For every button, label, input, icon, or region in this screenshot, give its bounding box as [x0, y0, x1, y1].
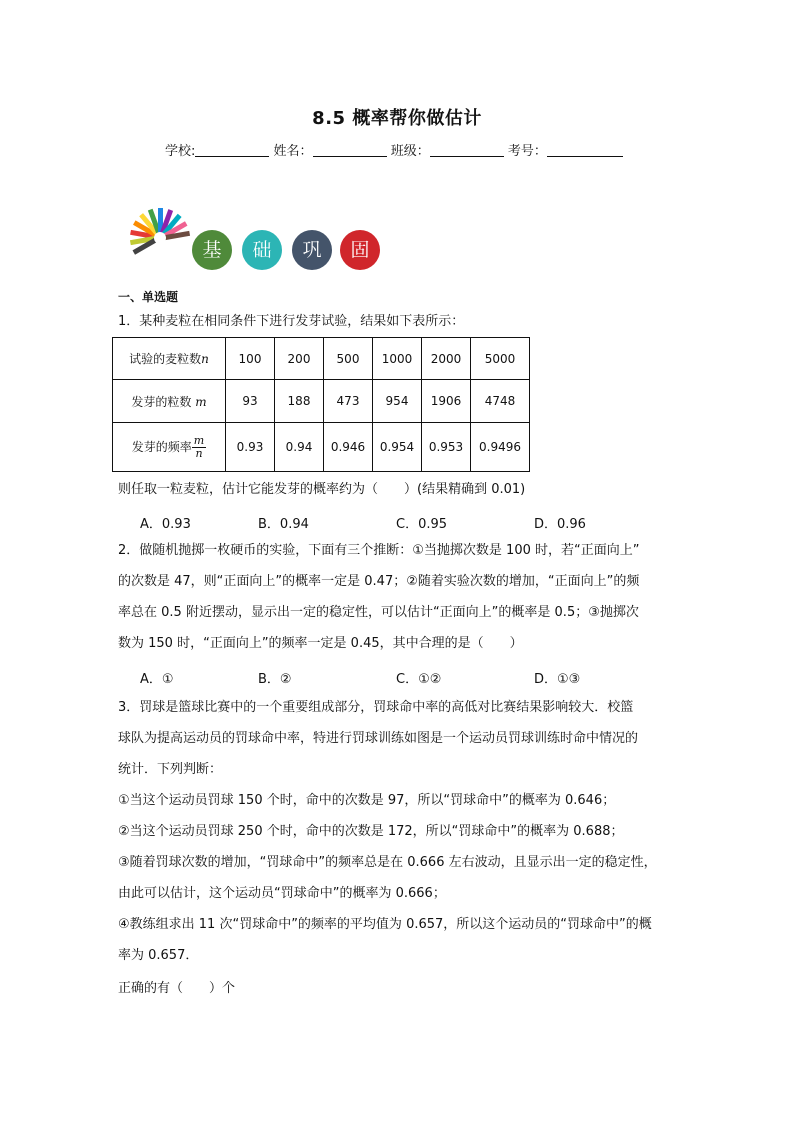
number-label: 考号： [507, 144, 547, 159]
student-info-line [165, 140, 635, 159]
q2-line: 的次数是 47，则“正面向上”的概率一定是 0.47；②随着实验次数的增加，“正面向上”的频 [118, 574, 640, 589]
number-blank[interactable] [547, 144, 623, 157]
q1-stem: 1．某种麦粒在相同条件下进行发芽试验，结果如下表所示： [118, 314, 465, 329]
class-blank[interactable] [430, 144, 504, 157]
table-cell: 473 [324, 380, 373, 423]
q2-line: 2．做随机抛掷一枚硬币的实验，下面有三个推断：①当抛掷次数是 100 时，若“正面向上” [118, 543, 640, 558]
table-row [113, 423, 530, 472]
row-header: 发芽的粒数 m [113, 380, 226, 423]
q3-line: 由此可以估计，这个运动员“罚球命中”的概率为 0.666； [118, 886, 446, 901]
section-heading: 一、单选题 [118, 290, 179, 304]
table-row [113, 338, 530, 380]
q3-line: ④教练组求出 11 次“罚球命中”的频率的平均值为 0.657，所以这个运动员的“罚球命中”的概 [118, 917, 652, 932]
fraction-m-over-n: $\frac{m}{n}$ [193, 433, 205, 460]
q2-line: 率总在 0.5 附近摆动，显示出一定的稳定性，可以估计“正面向上”的概率是 0.5；③抛掷次 [118, 605, 639, 620]
q1-option-c[interactable]: C．0.95 [396, 517, 448, 532]
section-banner [130, 206, 390, 276]
q1-question: 则任取一粒麦粒，估计它能发芽的概率约为（ ）(结果精确到 0.01) [118, 482, 526, 497]
table-cell: 200 [275, 338, 324, 380]
table-cell: 0.953 [422, 423, 471, 472]
table-cell: 0.93 [226, 423, 275, 472]
q3-line: 球队为提高运动员的罚球命中率，特进行罚球训练如图是一个运动员罚球训练时命中情况的 [118, 731, 639, 746]
page-title: 8.5 概率帮你做估计 [312, 108, 482, 129]
q2-option-b[interactable]: B．② [258, 672, 292, 687]
q3-line: 统计．下列判断： [118, 762, 223, 777]
table-cell: 954 [373, 380, 422, 423]
q1-option-a[interactable]: A．0.93 [140, 517, 191, 532]
table-cell: 0.9496 [471, 423, 530, 472]
table-cell: 500 [324, 338, 373, 380]
q1-options [140, 513, 680, 533]
q3-line: ③随着罚球次数的增加，“罚球命中”的频率总是在 0.666 左右波动，且显示出一定的稳定性， [118, 855, 657, 870]
q2-options [140, 668, 680, 688]
q3-line: ①当这个运动员罚球 150 个时，命中的次数是 97，所以“罚球命中”的概率为 0.646； [118, 793, 616, 808]
table-cell: 2000 [422, 338, 471, 380]
banner-circle-gu: 固 [340, 230, 380, 270]
q2-option-d[interactable]: D．①③ [534, 672, 581, 687]
germination-table [112, 337, 530, 472]
q3-line: 3．罚球是篮球比赛中的一个重要组成部分，罚球命中率的高低对比赛结果影响较大．校篮 [118, 700, 634, 715]
table-cell: 1906 [422, 380, 471, 423]
row-header: 试验的麦粒数n [113, 338, 226, 380]
q1-option-d[interactable]: D．0.96 [534, 517, 586, 532]
banner-circle-ji: 基 [192, 230, 232, 270]
table-cell: 5000 [471, 338, 530, 380]
q3-line: ②当这个运动员罚球 250 个时，命中的次数是 172，所以“罚球命中”的概率为 0.688； [118, 824, 624, 839]
name-label: 姓名： [273, 144, 313, 159]
school-label: 学校: [165, 144, 196, 159]
table-cell: 0.94 [275, 423, 324, 472]
table-cell: 188 [275, 380, 324, 423]
table-cell: 1000 [373, 338, 422, 380]
q1-option-b[interactable]: B．0.94 [258, 517, 309, 532]
table-cell: 4748 [471, 380, 530, 423]
q2-option-c[interactable]: C．①② [396, 672, 442, 687]
q3-line: 率为 0.657． [118, 948, 199, 963]
colored-pencils-icon [130, 206, 194, 266]
school-blank[interactable] [195, 144, 269, 157]
table-cell: 0.954 [373, 423, 422, 472]
table-cell: 100 [226, 338, 275, 380]
q2-line: 数为 150 时，“正面向上”的频率一定是 0.45，其中合理的是（ ） [118, 636, 523, 651]
banner-circle-chu: 础 [242, 230, 282, 270]
q3-line: 正确的有（ ）个 [118, 981, 236, 996]
q2-option-a[interactable]: A．① [140, 672, 174, 687]
class-label: 班级： [390, 144, 430, 159]
table-cell: 0.946 [324, 423, 373, 472]
table-row [113, 380, 530, 423]
row-header: 发芽的频率 $\frac{m}{n}$ [113, 423, 226, 472]
table-cell: 93 [226, 380, 275, 423]
banner-circle-gong: 巩 [292, 230, 332, 270]
name-blank[interactable] [313, 144, 387, 157]
